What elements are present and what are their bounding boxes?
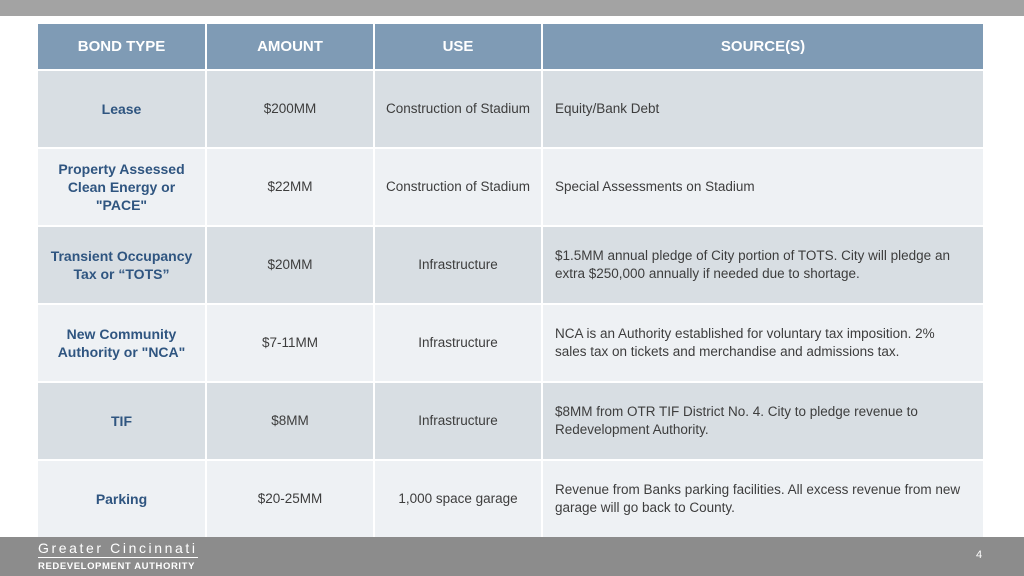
header-bond-type: BOND TYPE [38, 24, 206, 70]
amount-cell: $22MM [206, 148, 374, 226]
bond-type-cell: New Community Authority or "NCA" [38, 304, 206, 382]
logo-wordmark: Greater Cincinnati [38, 540, 198, 556]
use-cell: 1,000 space garage [374, 460, 542, 537]
logo-subtitle: REDEVELOPMENT AUTHORITY [38, 561, 196, 572]
page-number: 4 [976, 549, 983, 561]
source-cell: NCA is an Authority established for voluntary tax imposition. 2% sales tax on tickets and merchandise and admissions tax. [542, 304, 983, 382]
table-row [38, 382, 983, 460]
bond-table [38, 24, 983, 537]
bond-type-cell: Parking [38, 460, 206, 537]
amount-cell: $7-11MM [206, 304, 374, 382]
header-amount: AMOUNT [206, 24, 374, 70]
source-cell: $1.5MM annual pledge of City portion of TOTS. City will pledge an extra $250,000 annually if needed due to shortage. [542, 226, 983, 304]
amount-cell: $20-25MM [206, 460, 374, 537]
bond-type-cell: TIF [38, 382, 206, 460]
table-header-row [38, 24, 983, 70]
amount-cell: $20MM [206, 226, 374, 304]
table-row [38, 70, 983, 148]
amount-cell: $8MM [206, 382, 374, 460]
footer-bar [0, 537, 1024, 576]
use-cell: Infrastructure [374, 226, 542, 304]
use-cell: Construction of Stadium [374, 70, 542, 148]
use-cell: Construction of Stadium [374, 148, 542, 226]
top-bar [0, 0, 1024, 16]
source-cell: Equity/Bank Debt [542, 70, 983, 148]
logo-divider [38, 557, 198, 558]
source-cell: Special Assessments on Stadium [542, 148, 983, 226]
source-cell: Revenue from Banks parking facilities. All excess revenue from new garage will go back to County. [542, 460, 983, 537]
use-cell: Infrastructure [374, 304, 542, 382]
amount-cell: $200MM [206, 70, 374, 148]
bond-type-cell: Lease [38, 70, 206, 148]
header-sources: SOURCE(S) [542, 24, 983, 70]
bond-type-cell: Transient Occupancy Tax or “TOTS” [38, 226, 206, 304]
header-use: USE [374, 24, 542, 70]
bond-type-cell: Property Assessed Clean Energy or "PACE" [38, 148, 206, 226]
table-row [38, 460, 983, 537]
table-row [38, 148, 983, 226]
table-row [38, 304, 983, 382]
table-row [38, 226, 983, 304]
source-cell: $8MM from OTR TIF District No. 4. City to pledge revenue to Redevelopment Authority. [542, 382, 983, 460]
use-cell: Infrastructure [374, 382, 542, 460]
